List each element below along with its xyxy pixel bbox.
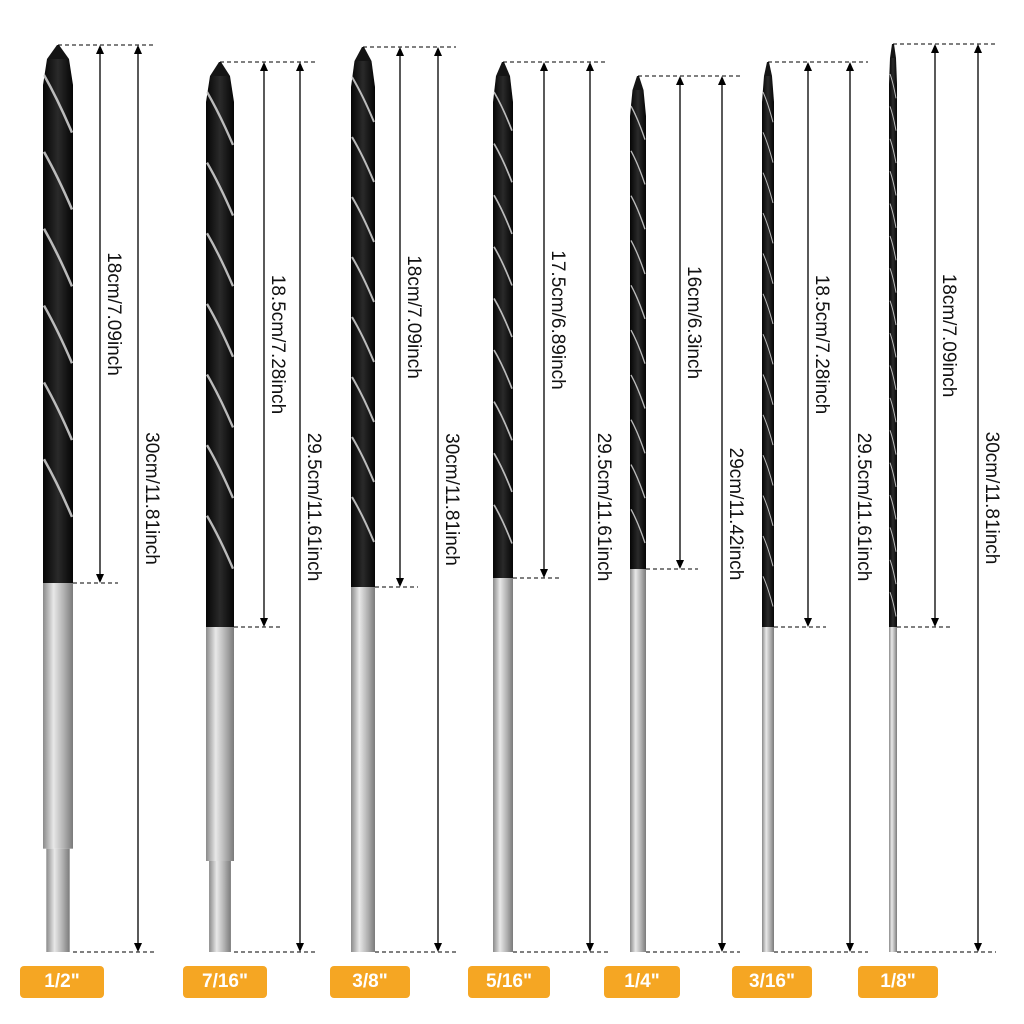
size-badge-1-8: 1/8" [858,966,938,998]
total-length-label: 29.5cm/11.61inch [853,432,874,582]
size-badge-3-8: 3/8" [330,966,410,998]
arrow-down-icon [974,943,982,952]
size-badge-1-2: 1/2" [20,966,104,998]
size-badge-7-16: 7/16" [183,966,267,998]
arrow-up-icon [931,44,939,53]
brad-point-tip [355,47,372,61]
arrow-down-icon [134,943,142,952]
arrow-up-icon [96,45,104,54]
arrow-up-icon [676,76,684,85]
brad-point-tip [210,62,230,76]
shank [630,569,646,952]
dimension-7 [893,44,1002,952]
arrow-down-icon [804,618,812,627]
flute-length-label: 16cm/6.3inch [683,265,704,380]
arrow-up-icon [134,45,142,54]
flute-length-label: 18cm/7.09inch [938,273,959,398]
flute-length-label: 18.5cm/7.28inch [267,274,288,415]
arrow-down-icon [540,569,548,578]
shank [889,627,897,952]
flute-length-label: 18.5cm/7.28inch [811,274,832,415]
arrow-down-icon [718,943,726,952]
arrow-down-icon [586,943,594,952]
shank [762,627,774,952]
total-length-label: 30cm/11.81inch [141,432,162,565]
arrow-up-icon [846,62,854,71]
drill-bit-3 [351,47,375,952]
dimension-3 [363,47,462,952]
flute-length-label: 18cm/7.09inch [103,252,124,376]
arrow-up-icon [718,76,726,85]
drill-bit-1 [43,45,73,952]
shank [351,587,375,952]
drill-bit-6 [762,62,774,952]
arrow-down-icon [846,943,854,952]
brad-point-tip [633,76,644,90]
brad-point-tip [890,44,896,58]
total-length-label: 29cm/11.42inch [725,447,746,581]
total-length-label: 29.5cm/11.61inch [303,432,324,582]
arrow-down-icon [296,943,304,952]
arrow-down-icon [260,618,268,627]
flute-length-label: 17.5cm/6.89inch [547,250,568,390]
size-badge-1-4: 1/4" [604,966,680,998]
flute [630,90,646,569]
dimension-5 [638,76,746,952]
arrow-down-icon [676,560,684,569]
flute-length-label: 18cm/7.09inch [403,255,424,379]
total-length-label: 29.5cm/11.61inch [593,432,614,582]
arrow-down-icon [931,618,939,627]
arrow-down-icon [96,574,104,583]
arrow-up-icon [586,62,594,71]
arrow-up-icon [804,62,812,71]
drill-bit-2 [206,62,234,952]
arrow-down-icon [434,943,442,952]
drill-bit-7 [889,44,897,952]
dimension-2 [220,62,324,952]
drill-bit-4 [493,62,513,952]
shank [493,578,513,952]
dimension-6 [768,62,874,952]
drill-bit-5 [630,76,646,952]
arrow-down-icon [396,578,404,587]
brad-point-tip [47,45,69,59]
arrow-up-icon [974,44,982,53]
arrow-up-icon [396,47,404,56]
brad-point-tip [764,62,772,76]
arrow-up-icon [434,47,442,56]
dimension-4 [503,62,614,952]
total-length-label: 30cm/11.81inch [441,433,462,566]
size-badge-5-16: 5/16" [468,966,550,998]
shank-end [46,849,69,952]
flute [43,59,73,583]
dimension-1 [58,45,162,952]
total-length-label: 30cm/11.81inch [981,431,1002,565]
shank-end [209,861,231,952]
size-badge-3-16: 3/16" [732,966,812,998]
flute [493,76,513,578]
arrow-up-icon [540,62,548,71]
brad-point-tip [496,62,510,76]
arrow-up-icon [260,62,268,71]
arrow-up-icon [296,62,304,71]
